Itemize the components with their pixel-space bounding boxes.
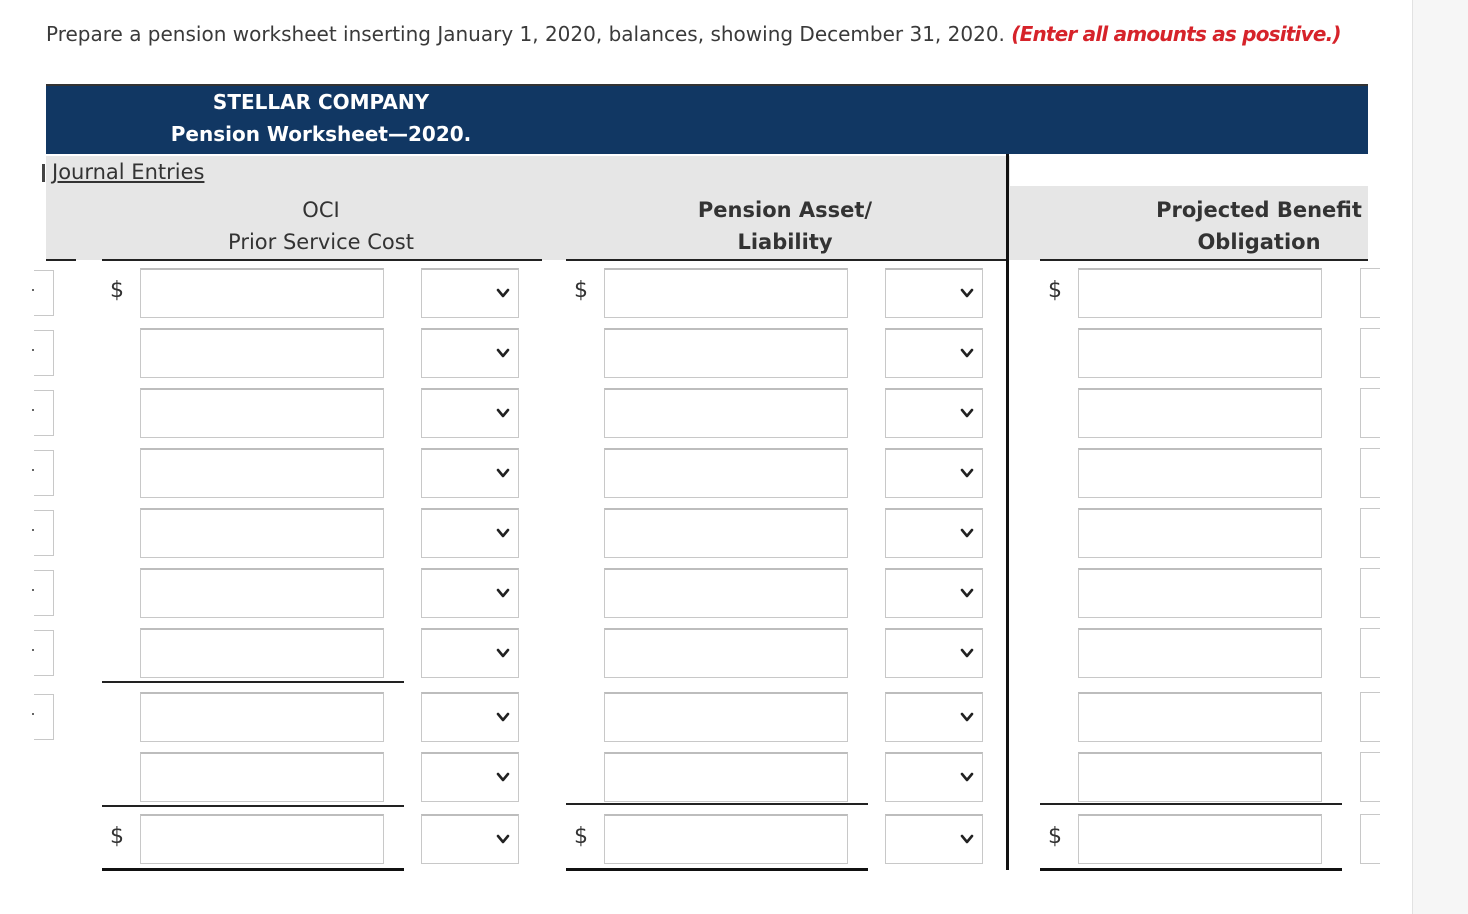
amount-input[interactable]: [1078, 814, 1322, 864]
row-marker: [32, 649, 34, 651]
row-label-select[interactable]: [34, 570, 54, 616]
overflow-column-input[interactable]: [1360, 814, 1380, 864]
chevron-down-icon: [960, 526, 974, 540]
row-marker: [32, 529, 34, 531]
amount-input[interactable]: [604, 692, 848, 742]
row-marker: [32, 349, 34, 351]
amount-input[interactable]: [1078, 628, 1322, 678]
col-header-line1: Pension Asset/: [697, 198, 873, 222]
header-rule: [46, 259, 76, 261]
debit-credit-select[interactable]: [885, 628, 983, 678]
chevron-down-icon: [496, 466, 510, 480]
debit-credit-select[interactable]: [885, 752, 983, 802]
row-label-select[interactable]: [34, 390, 54, 436]
debit-credit-select[interactable]: [885, 388, 983, 438]
amount-input[interactable]: [604, 328, 848, 378]
worksheet-title: Pension Worksheet—2020.: [170, 122, 472, 146]
right-panel-strip: [1412, 0, 1468, 914]
debit-credit-select[interactable]: [885, 268, 983, 318]
amount-input[interactable]: [1078, 328, 1322, 378]
amount-input[interactable]: [140, 328, 384, 378]
chevron-down-icon: [496, 646, 510, 660]
currency-symbol: $: [110, 278, 124, 303]
amount-input[interactable]: [140, 508, 384, 558]
chevron-down-icon: [496, 526, 510, 540]
chevron-down-icon: [960, 406, 974, 420]
row-label-select[interactable]: [34, 450, 54, 496]
amount-input[interactable]: [140, 752, 384, 802]
currency-symbol: $: [574, 824, 588, 849]
debit-credit-select[interactable]: [421, 752, 519, 802]
tab-edge: [42, 164, 45, 182]
debit-credit-select[interactable]: [885, 568, 983, 618]
debit-credit-select[interactable]: [421, 328, 519, 378]
total-rule: [1040, 803, 1342, 805]
company-name: STELLAR COMPANY: [212, 90, 430, 114]
amount-input[interactable]: [1078, 448, 1322, 498]
col-header-line1: Projected Benefit: [1156, 198, 1362, 222]
chevron-down-icon: [960, 466, 974, 480]
tab-journal-entries[interactable]: Journal Entries: [52, 160, 205, 184]
double-underline: [566, 868, 868, 871]
worksheet-banner: [46, 86, 1368, 154]
row-label-select[interactable]: [34, 694, 54, 740]
amount-input[interactable]: [604, 388, 848, 438]
column-divider: [1006, 154, 1009, 870]
debit-credit-select[interactable]: [421, 508, 519, 558]
amount-input[interactable]: [140, 568, 384, 618]
overflow-column-input[interactable]: [1360, 568, 1380, 618]
chevron-down-icon: [960, 710, 974, 724]
chevron-down-icon: [496, 832, 510, 846]
header-rule: [102, 259, 542, 261]
amount-input[interactable]: [604, 448, 848, 498]
debit-credit-select[interactable]: [421, 692, 519, 742]
chevron-down-icon: [496, 770, 510, 784]
amount-input[interactable]: [140, 692, 384, 742]
total-rule: [102, 805, 404, 807]
chevron-down-icon: [496, 286, 510, 300]
subtotal-rule: [102, 681, 404, 683]
currency-symbol: $: [110, 824, 124, 849]
total-rule: [566, 803, 868, 805]
amount-input[interactable]: [1078, 692, 1322, 742]
overflow-column-input[interactable]: [1360, 508, 1380, 558]
amount-input[interactable]: [140, 268, 384, 318]
col-header-projected-benefit-obligation: [1150, 194, 1368, 258]
col-header-line1: OCI: [302, 198, 340, 222]
chevron-down-icon: [496, 346, 510, 360]
row-label-select[interactable]: [34, 270, 54, 316]
chevron-down-icon: [960, 646, 974, 660]
debit-credit-select[interactable]: [421, 268, 519, 318]
chevron-down-icon: [960, 832, 974, 846]
chevron-down-icon: [960, 346, 974, 360]
amount-input[interactable]: [604, 752, 848, 802]
col-header-oci-prior-service-cost: [140, 194, 502, 258]
debit-credit-select[interactable]: [885, 448, 983, 498]
debit-credit-select[interactable]: [421, 568, 519, 618]
amount-input[interactable]: [604, 628, 848, 678]
overflow-column-input[interactable]: [1360, 628, 1380, 678]
instruction-text: [46, 22, 1341, 46]
col-header-pension-asset-liability: [604, 194, 966, 258]
amount-input[interactable]: [140, 814, 384, 864]
chevron-down-icon: [960, 286, 974, 300]
header-white-area: [1010, 156, 1368, 186]
amount-input[interactable]: [140, 388, 384, 438]
currency-symbol: $: [1048, 824, 1062, 849]
amount-input[interactable]: [1078, 388, 1322, 438]
overflow-column-input[interactable]: [1360, 692, 1380, 742]
chevron-down-icon: [960, 586, 974, 600]
row-label-select[interactable]: [34, 630, 54, 676]
overflow-column-input[interactable]: [1360, 328, 1380, 378]
debit-credit-select[interactable]: [885, 814, 983, 864]
amount-input[interactable]: [604, 508, 848, 558]
overflow-column-input[interactable]: [1360, 268, 1380, 318]
debit-credit-select[interactable]: [885, 328, 983, 378]
col-header-line2: Obligation: [1197, 230, 1321, 254]
row-marker: [32, 409, 34, 411]
col-header-line2: Prior Service Cost: [228, 230, 414, 254]
instruction-note: (Enter all amounts as positive.): [1011, 22, 1341, 46]
debit-credit-select[interactable]: [421, 628, 519, 678]
currency-symbol: $: [1048, 278, 1062, 303]
row-label-select[interactable]: [34, 330, 54, 376]
amount-input[interactable]: [604, 814, 848, 864]
amount-input[interactable]: [604, 268, 848, 318]
debit-credit-select[interactable]: [885, 508, 983, 558]
debit-credit-select[interactable]: [885, 692, 983, 742]
chevron-down-icon: [496, 710, 510, 724]
row-marker: [32, 469, 34, 471]
instruction-main: Prepare a pension worksheet inserting January 1, 2020, balances, showing December 31, 2020.: [46, 22, 1012, 46]
debit-credit-select[interactable]: [421, 448, 519, 498]
chevron-down-icon: [496, 406, 510, 420]
row-marker: [32, 289, 34, 291]
row-label-select[interactable]: [34, 510, 54, 556]
row-marker: [32, 713, 34, 715]
amount-input[interactable]: [1078, 268, 1322, 318]
amount-input[interactable]: [1078, 752, 1322, 802]
amount-input[interactable]: [140, 448, 384, 498]
col-header-line2: Liability: [737, 230, 833, 254]
chevron-down-icon: [496, 586, 510, 600]
row-marker: [32, 589, 34, 591]
chevron-down-icon: [960, 770, 974, 784]
currency-symbol: $: [574, 278, 588, 303]
amount-input[interactable]: [140, 628, 384, 678]
amount-input[interactable]: [1078, 508, 1322, 558]
overflow-column-input[interactable]: [1360, 448, 1380, 498]
header-rule: [1040, 259, 1368, 261]
overflow-column-input[interactable]: [1360, 752, 1380, 802]
debit-credit-select[interactable]: [421, 814, 519, 864]
overflow-column-input[interactable]: [1360, 388, 1380, 438]
double-underline: [102, 868, 404, 871]
double-underline: [1040, 868, 1342, 871]
amount-input[interactable]: [1078, 568, 1322, 618]
debit-credit-select[interactable]: [421, 388, 519, 438]
amount-input[interactable]: [604, 568, 848, 618]
header-rule: [566, 259, 1006, 261]
